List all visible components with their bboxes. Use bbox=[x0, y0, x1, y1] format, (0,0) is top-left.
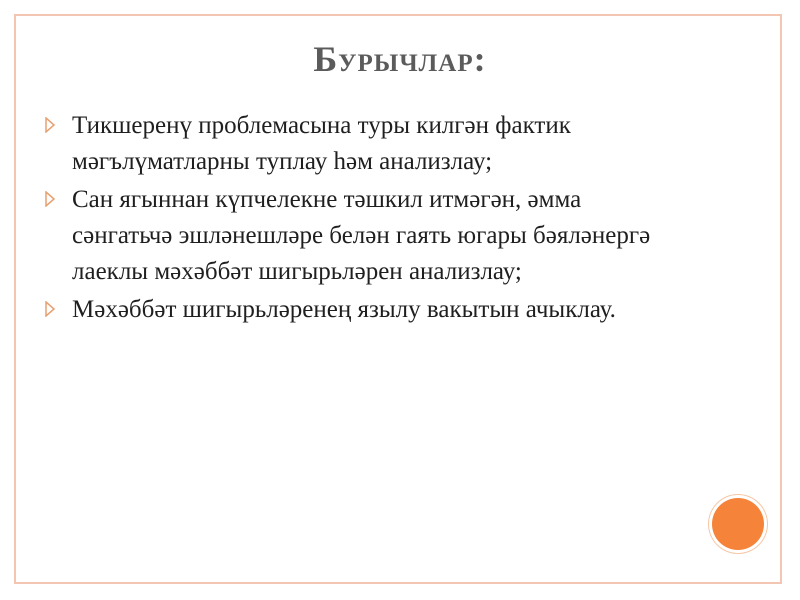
orange-circle-icon bbox=[712, 498, 764, 550]
bullet-text: Мәхәббәт шигырьләренең язылу вакытын ачыклау. bbox=[72, 296, 616, 323]
list-item bbox=[40, 182, 660, 290]
bullet-leaf-icon bbox=[44, 117, 56, 133]
bullet-leaf-icon bbox=[44, 191, 56, 207]
bullet-leaf-icon bbox=[44, 301, 56, 317]
bullet-text: Сан ягыннан күпчелекне тәшкил итмәгән, әмма сәнгатьчә эшләнешләре белән гаять югары бәяләнергә лаеклы мәхәббәт шигырьләрен анализлау; bbox=[72, 186, 651, 285]
bullet-text: Тикшеренү проблемасына туры килгән фактик мәгълүматларны туплау һәм анализлау; bbox=[72, 112, 571, 175]
list-item bbox=[40, 292, 660, 328]
bullet-list bbox=[40, 108, 660, 330]
list-item bbox=[40, 108, 660, 180]
slide-title: Бурычлар: bbox=[313, 39, 487, 79]
